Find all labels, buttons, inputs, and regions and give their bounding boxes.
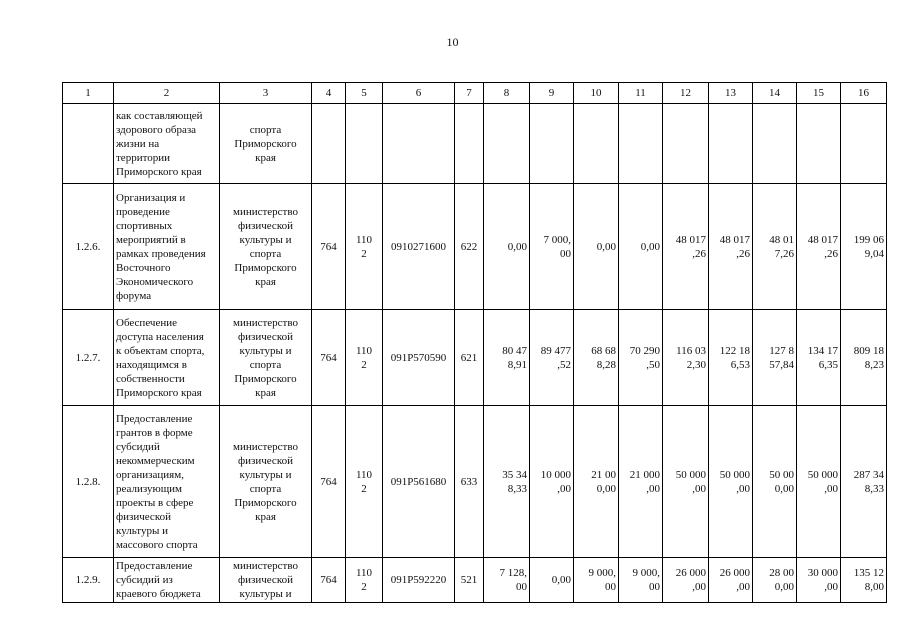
row-c7: 521 <box>455 558 484 603</box>
header-cell: 15 <box>797 83 841 104</box>
row-c9: 0,00 <box>530 558 574 603</box>
row-c15 <box>797 104 841 184</box>
row-executor: министерство физической культуры и спорта Приморского края <box>220 406 312 558</box>
row-c5 <box>346 104 383 184</box>
header-cell: 14 <box>753 83 797 104</box>
row-c4: 764 <box>312 406 346 558</box>
header-cell: 1 <box>63 83 114 104</box>
row-c13: 122 18 6,53 <box>709 310 753 406</box>
row-id: 1.2.9. <box>63 558 114 603</box>
row-name: Предоставление субсидий из краевого бюджета <box>114 558 220 603</box>
budget-table <box>62 82 887 603</box>
header-row <box>63 83 887 104</box>
table-row <box>63 558 887 603</box>
row-c7: 621 <box>455 310 484 406</box>
row-c6: 091P592220 <box>383 558 455 603</box>
row-c14: 28 00 0,00 <box>753 558 797 603</box>
header-cell: 9 <box>530 83 574 104</box>
row-c13: 48 017 ,26 <box>709 184 753 310</box>
row-c10: 9 000, 00 <box>574 558 619 603</box>
row-c15: 30 000 ,00 <box>797 558 841 603</box>
row-id: 1.2.7. <box>63 310 114 406</box>
row-c6: 091P570590 <box>383 310 455 406</box>
page-number: 10 <box>446 35 459 49</box>
row-id: 1.2.6. <box>63 184 114 310</box>
row-c16 <box>841 104 887 184</box>
row-name: Обеспечение доступа населения к объектам спорта, находящимся в собственности Приморского края <box>114 310 220 406</box>
row-c9: 7 000, 00 <box>530 184 574 310</box>
table-row <box>63 406 887 558</box>
row-executor: министерство физической культуры и спорта Приморского края <box>220 310 312 406</box>
row-c14: 50 00 0,00 <box>753 406 797 558</box>
row-c7: 633 <box>455 406 484 558</box>
row-executor: министерство физической культуры и спорта Приморского края <box>220 184 312 310</box>
row-name: Предоставление грантов в форме субсидий некоммерческим организациям, реализующим проекты в сфере физической культуры и массового спорта <box>114 406 220 558</box>
row-c11: 9 000, 00 <box>619 558 663 603</box>
row-c4: 764 <box>312 558 346 603</box>
row-c16: 809 18 8,23 <box>841 310 887 406</box>
header-cell: 3 <box>220 83 312 104</box>
row-c9 <box>530 104 574 184</box>
row-c14: 127 8 57,84 <box>753 310 797 406</box>
header-cell: 8 <box>484 83 530 104</box>
row-c4: 764 <box>312 184 346 310</box>
row-c15: 48 017 ,26 <box>797 184 841 310</box>
row-c11: 21 000 ,00 <box>619 406 663 558</box>
table-row <box>63 104 887 184</box>
row-c5: 110 2 <box>346 406 383 558</box>
row-c6: 0910271600 <box>383 184 455 310</box>
row-c12 <box>663 104 709 184</box>
row-c12: 26 000 ,00 <box>663 558 709 603</box>
row-executor: спорта Приморского края <box>220 104 312 184</box>
row-c11 <box>619 104 663 184</box>
header-cell: 7 <box>455 83 484 104</box>
row-c12: 116 03 2,30 <box>663 310 709 406</box>
row-c9: 89 477 ,52 <box>530 310 574 406</box>
row-c15: 134 17 6,35 <box>797 310 841 406</box>
row-c5: 110 2 <box>346 310 383 406</box>
row-c16: 135 12 8,00 <box>841 558 887 603</box>
row-c4: 764 <box>312 310 346 406</box>
header-cell: 10 <box>574 83 619 104</box>
row-c13: 50 000 ,00 <box>709 406 753 558</box>
row-c8: 0,00 <box>484 184 530 310</box>
row-c5: 110 2 <box>346 184 383 310</box>
row-name: как составляющей здорового образа жизни на территории Приморского края <box>114 104 220 184</box>
row-c7: 622 <box>455 184 484 310</box>
table-row <box>63 310 887 406</box>
row-c8: 35 34 8,33 <box>484 406 530 558</box>
header-cell: 2 <box>114 83 220 104</box>
row-c14 <box>753 104 797 184</box>
header-cell: 16 <box>841 83 887 104</box>
row-c10: 0,00 <box>574 184 619 310</box>
row-c10 <box>574 104 619 184</box>
row-c5: 110 2 <box>346 558 383 603</box>
row-c15: 50 000 ,00 <box>797 406 841 558</box>
row-c13: 26 000 ,00 <box>709 558 753 603</box>
row-c14: 48 01 7,26 <box>753 184 797 310</box>
row-c16: 287 34 8,33 <box>841 406 887 558</box>
row-executor: министерство физической культуры и <box>220 558 312 603</box>
row-c11: 0,00 <box>619 184 663 310</box>
header-cell: 12 <box>663 83 709 104</box>
row-c4 <box>312 104 346 184</box>
row-c13 <box>709 104 753 184</box>
row-c8 <box>484 104 530 184</box>
header-cell: 6 <box>383 83 455 104</box>
header-cell: 11 <box>619 83 663 104</box>
row-c9: 10 000 ,00 <box>530 406 574 558</box>
header-cell: 13 <box>709 83 753 104</box>
row-c7 <box>455 104 484 184</box>
row-c10: 68 68 8,28 <box>574 310 619 406</box>
table-row <box>63 184 887 310</box>
row-c6: 091P561680 <box>383 406 455 558</box>
row-c16: 199 06 9,04 <box>841 184 887 310</box>
header-cell: 5 <box>346 83 383 104</box>
row-c8: 7 128, 00 <box>484 558 530 603</box>
row-c10: 21 00 0,00 <box>574 406 619 558</box>
row-c12: 50 000 ,00 <box>663 406 709 558</box>
row-id <box>63 104 114 184</box>
row-name: Организация и проведение спортивных мероприятий в рамках проведения Восточного Экономического форума <box>114 184 220 310</box>
row-c12: 48 017 ,26 <box>663 184 709 310</box>
row-id: 1.2.8. <box>63 406 114 558</box>
row-c8: 80 47 8,91 <box>484 310 530 406</box>
row-c11: 70 290 ,50 <box>619 310 663 406</box>
row-c6 <box>383 104 455 184</box>
header-cell: 4 <box>312 83 346 104</box>
